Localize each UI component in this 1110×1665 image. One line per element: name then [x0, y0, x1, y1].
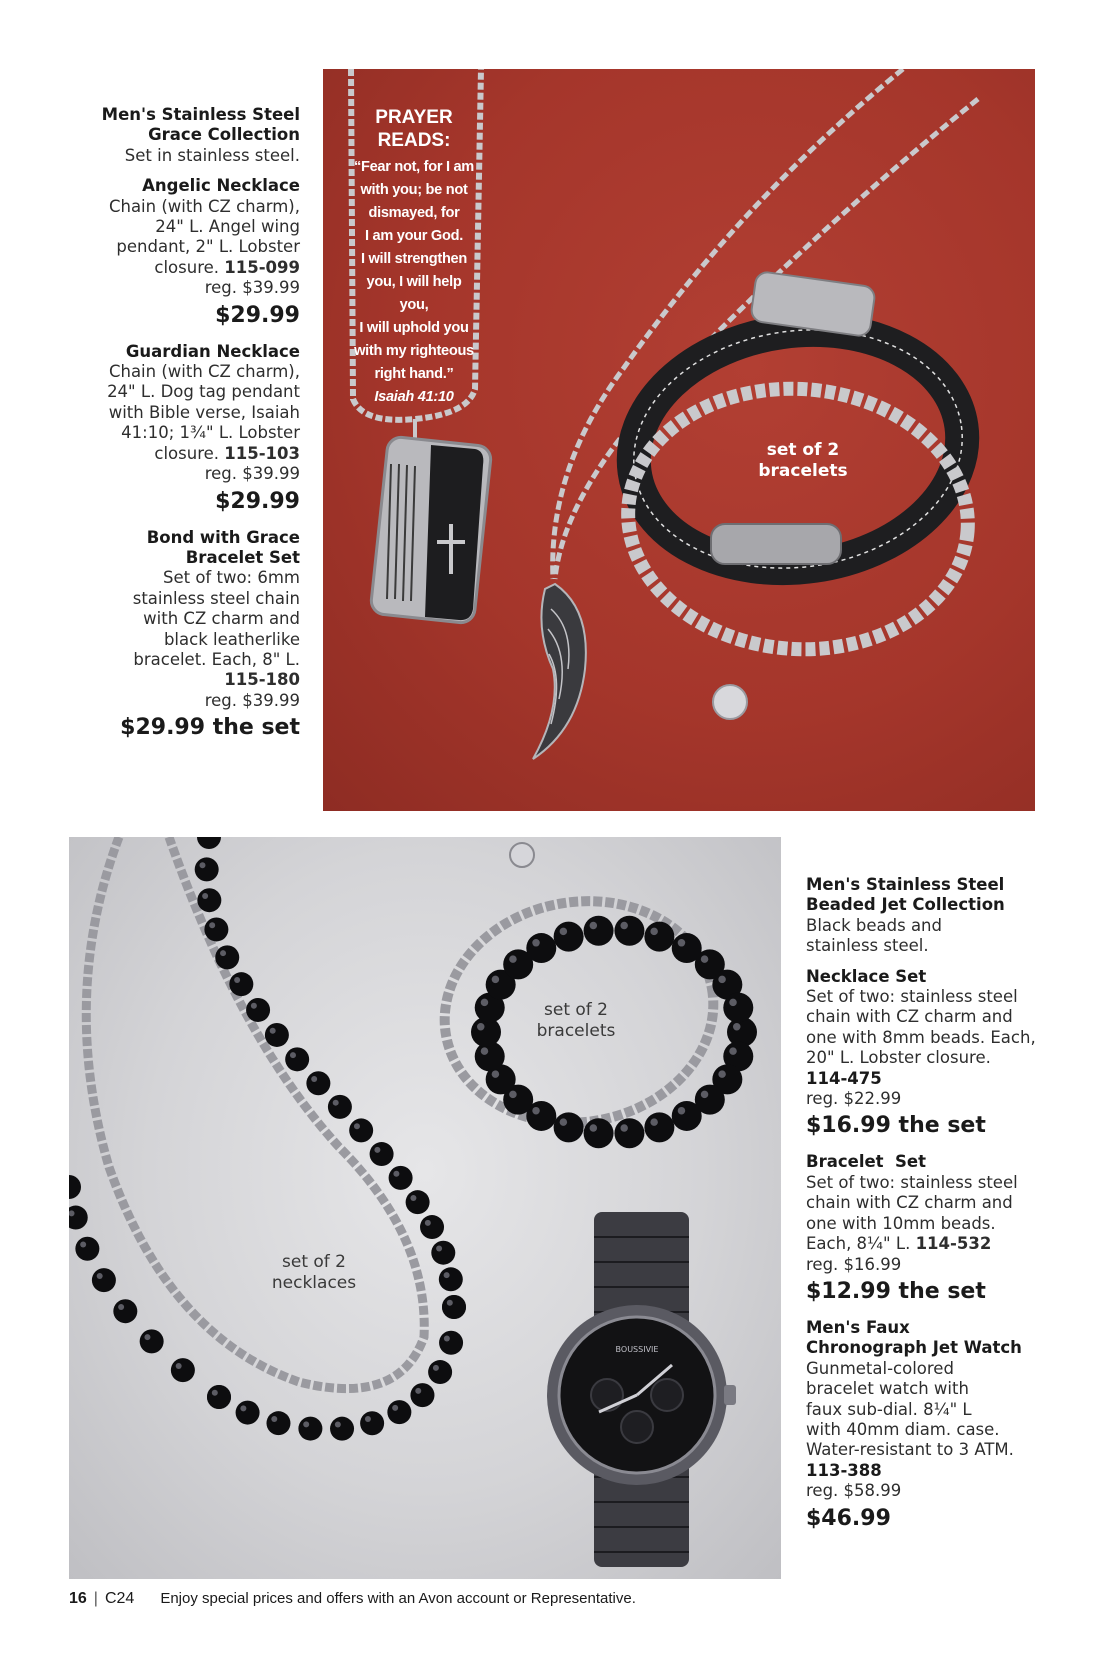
grace-collection-photo	[323, 69, 1035, 811]
beaded-jet-collection-copy	[806, 875, 1046, 1533]
sale-price: $46.99	[806, 1505, 891, 1531]
beaded-collection-title: Men's Stainless Steel Beaded Jet Collection	[806, 875, 1005, 915]
sale-price: $29.99	[215, 488, 300, 514]
product-name: Bond with Grace Bracelet Set	[146, 527, 300, 567]
product-desc: Set of two: stainless steel chain with CZ charm and one with 10mm beads. Each, 8¼" L. 114-532	[806, 1172, 1018, 1254]
watch-brand: BOUSSIVIE	[615, 1345, 659, 1354]
necklace-set-item	[806, 967, 1046, 1141]
bracelets-set-label: set of 2 bracelets	[758, 440, 848, 481]
product-name: Angelic Necklace	[142, 176, 300, 196]
prayer-text-overlay: PRAYER READS: “Fear not, for I am with you; be not dismayed, for I am your God. I will strengthen you, I will help you, I will uphold you with my righteous right hand.” Isaiah 41:10	[354, 106, 474, 409]
regular-price: reg. $39.99	[204, 464, 300, 484]
product-desc: Set of two: 6mm stainless steel chain with CZ charm and black leatherlike bracelet. Each, 8" L. 115-180	[88, 568, 300, 690]
page-number: 16	[69, 1590, 87, 1607]
bracelets-set-label: set of 2 bracelets	[536, 1000, 616, 1041]
product-desc: Chain (with CZ charm), 24" L. Dog tag pendant with Bible verse, Isaiah 41:10; 1¾" L. Lobster closure. 115-103	[107, 362, 300, 463]
bracelet-set-item	[806, 1152, 1046, 1305]
product-name: Guardian Necklace	[125, 341, 300, 361]
product-sku: 113-388	[806, 1460, 882, 1480]
product-sku: 115-099	[224, 257, 300, 277]
regular-price: reg. $39.99	[204, 278, 300, 298]
product-desc: Gunmetal-colored bracelet watch with faux sub-dial. 8¼" L with 40mm diam. case. Water-resistant to 3 ATM.	[806, 1358, 1014, 1460]
grace-collection-title: Men's Stainless Steel Grace Collection	[101, 105, 300, 145]
product-desc: Set of two: stainless steel chain with CZ charm and one with 8mm beads. Each, 20" L. Lobster closure.	[806, 987, 1036, 1068]
chronograph-watch-item	[806, 1318, 1046, 1533]
prayer-reference: Isaiah 41:10	[374, 389, 454, 405]
sale-price: $12.99 the set	[806, 1278, 986, 1304]
product-desc: Chain (with CZ charm), 24" L. Angel wing pendant, 2" L. Lobster closure. 115-099	[108, 196, 300, 277]
sale-price: $29.99	[215, 302, 300, 328]
campaign-code: C24	[104, 1590, 135, 1607]
regular-price: reg. $22.99	[806, 1089, 902, 1109]
sale-price: $29.99 the set	[120, 715, 300, 741]
angel-wing-pendant	[533, 584, 586, 759]
regular-price: reg. $16.99	[806, 1254, 902, 1274]
dog-tag-pendant	[370, 436, 492, 624]
product-name: Men's Faux Chronograph Jet Watch	[806, 1317, 1022, 1358]
product-sku: 115-103	[224, 443, 300, 463]
beaded-jet-illustration	[69, 837, 781, 1579]
beaded-collection-subtitle: Black beads and stainless steel.	[806, 915, 942, 956]
regular-price: reg. $39.99	[204, 690, 300, 710]
product-sku: 115-180	[224, 670, 300, 690]
guardian-necklace-item	[88, 342, 300, 516]
product-name: Necklace Set	[806, 966, 927, 986]
regular-price: reg. $58.99	[806, 1481, 902, 1501]
bond-bracelet-set-item	[88, 528, 300, 743]
product-sku: 114-532	[915, 1234, 992, 1254]
product-name: Bracelet Set	[806, 1152, 927, 1172]
page-footer	[69, 1590, 636, 1608]
necklaces-set-label: set of 2 necklaces	[271, 1252, 357, 1293]
beaded-jet-collection-photo	[69, 837, 781, 1579]
cz-charm	[510, 843, 534, 867]
cz-charm	[713, 685, 747, 719]
footer-message: Enjoy special prices and offers with an Avon account or Representative.	[160, 1590, 636, 1607]
grace-collection-subtitle: Set in stainless steel.	[124, 145, 300, 165]
grace-collection-copy	[88, 105, 300, 742]
chronograph-watch	[547, 1212, 736, 1567]
footer-separator: |	[93, 1590, 98, 1607]
angelic-necklace-item	[88, 176, 300, 329]
sale-price: $16.99 the set	[806, 1113, 986, 1139]
product-sku: 114-475	[806, 1068, 882, 1088]
